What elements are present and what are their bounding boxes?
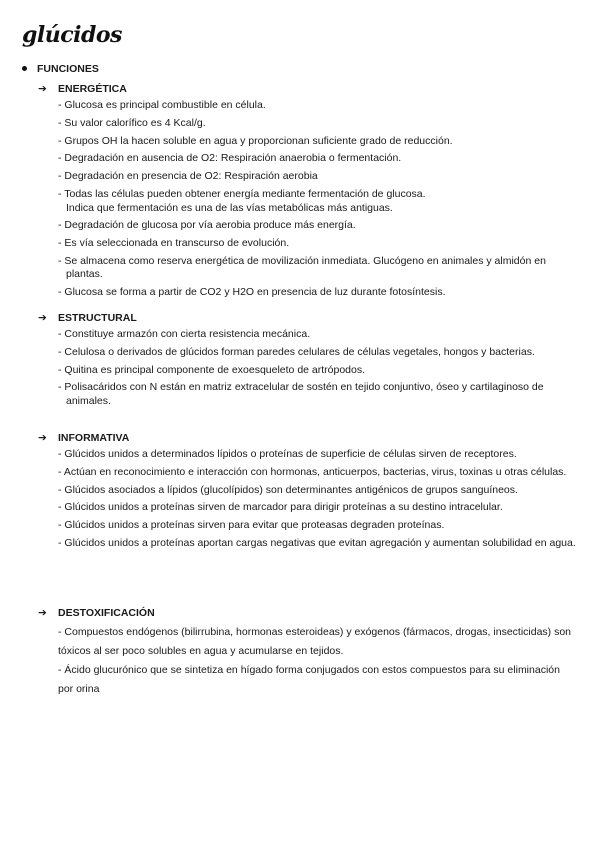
item-list: [58, 328, 578, 409]
section-energetica: [38, 81, 578, 304]
section-informativa: [38, 430, 578, 555]
list-item: - Quitina es principal componente de exoesqueleto de artrópodos.: [58, 363, 366, 376]
heading-text: DESTOXIFICACIÓN: [58, 607, 155, 619]
arrow-right-icon: ➔: [38, 83, 47, 95]
list-item: - Glúcidos unidos a determinados lípidos o proteínas de superficie de células sirven de receptores.: [58, 448, 517, 460]
list-item: - Glúcidos unidos a proteínas sirven de marcador para dirigir proteínas a su destino intracelular.: [58, 501, 503, 514]
list-item: - Degradación de glucosa por vía aerobia produce más energía.: [58, 219, 356, 232]
list-item: - Glúcidos unidos a proteínas sirven para evitar que proteasas degraden proteínas.: [58, 519, 445, 532]
list-item: - Es vía seleccionada en transcurso de evolución.: [58, 237, 290, 250]
section-destoxificacion: [38, 605, 578, 699]
page-title: glúcidos: [22, 22, 122, 48]
top-bullet-label: FUNCIONES: [37, 63, 99, 75]
arrow-right-icon: ➔: [38, 607, 47, 619]
list-item: - Glucosa es principal combustible en célula.: [58, 99, 266, 111]
arrow-right-icon: ➔: [38, 432, 47, 444]
heading-text: ESTRUCTURAL: [58, 312, 137, 324]
list-item: - Glucosa se forma a partir de CO2 y H2O en presencia de luz durante fotosíntesis.: [58, 286, 446, 299]
list-item: - Se almacena como reserva energética de movilización inmediata. Glucógeno en animales y almidón en plantas.: [58, 254, 546, 281]
section-heading: [38, 430, 578, 446]
top-bullet: [22, 63, 99, 75]
list-item: - Su valor calorífico es 4 Kcal/g.: [58, 116, 206, 129]
list-item: [58, 188, 578, 215]
heading-text: ENERGÉTICA: [58, 83, 127, 95]
list-item: - Celulosa o derivados de glúcidos forman paredes celulares de células vegetales, hongos y bacterias.: [58, 345, 535, 358]
list-item-text: - Todas las células pueden obtener energía mediante fermentación de glucosa.: [58, 187, 426, 200]
section-estructural: [38, 310, 578, 413]
list-item: - Glúcidos asociados a lípidos (glucolípidos) son determinantes antigénicos de grupos sanguíneos.: [58, 483, 518, 496]
paragraph: - Compuestos endógenos (bilirrubina, hormonas esteroideas) y exógenos (fármacos, drogas, insecticidas) son tóxicos al ser poco solubles en agua y acumularse en tejidos.: [58, 626, 572, 657]
bullet-dot-icon: [22, 66, 27, 71]
arrow-right-icon: ➔: [38, 312, 47, 324]
list-item: - Actúan en reconocimiento e interacción con hormonas, anticuerpos, bacterias, virus, toxinas u otras células.: [58, 465, 567, 478]
paragraph: - Ácido glucurónico que se sintetiza en hígado forma conjugados con estos compuestos para su eliminación por orina: [58, 664, 560, 695]
list-item: - Degradación en ausencia de O2: Respiración anaerobia o fermentación.: [58, 152, 402, 165]
list-item: - Degradación en presencia de O2: Respiración aerobia: [58, 170, 318, 183]
section-heading: [38, 310, 578, 326]
item-list: [58, 448, 578, 551]
list-item: - Glúcidos unidos a proteínas aportan cargas negativas que evitan agregación y aumentan solubilidad en agua.: [58, 536, 576, 549]
list-item-sub: Indica que fermentación es una de las vías metabólicas más antiguas.: [66, 201, 393, 214]
list-item: - Polisacáridos con N están en matriz extracelular de sostén en tejido conjuntivo, óseo y cartilaginoso de animales.: [58, 381, 544, 407]
section-heading: [38, 81, 578, 97]
list-item: - Grupos OH la hacen soluble en agua y proporcionan suficiente grado de reducción.: [58, 134, 453, 147]
list-item: - Constituye armazón con cierta resistencia mecánica.: [58, 328, 311, 340]
paragraph-block: [58, 623, 578, 699]
section-heading: [38, 605, 578, 621]
heading-text: INFORMATIVA: [58, 432, 130, 444]
item-list: [58, 99, 578, 300]
